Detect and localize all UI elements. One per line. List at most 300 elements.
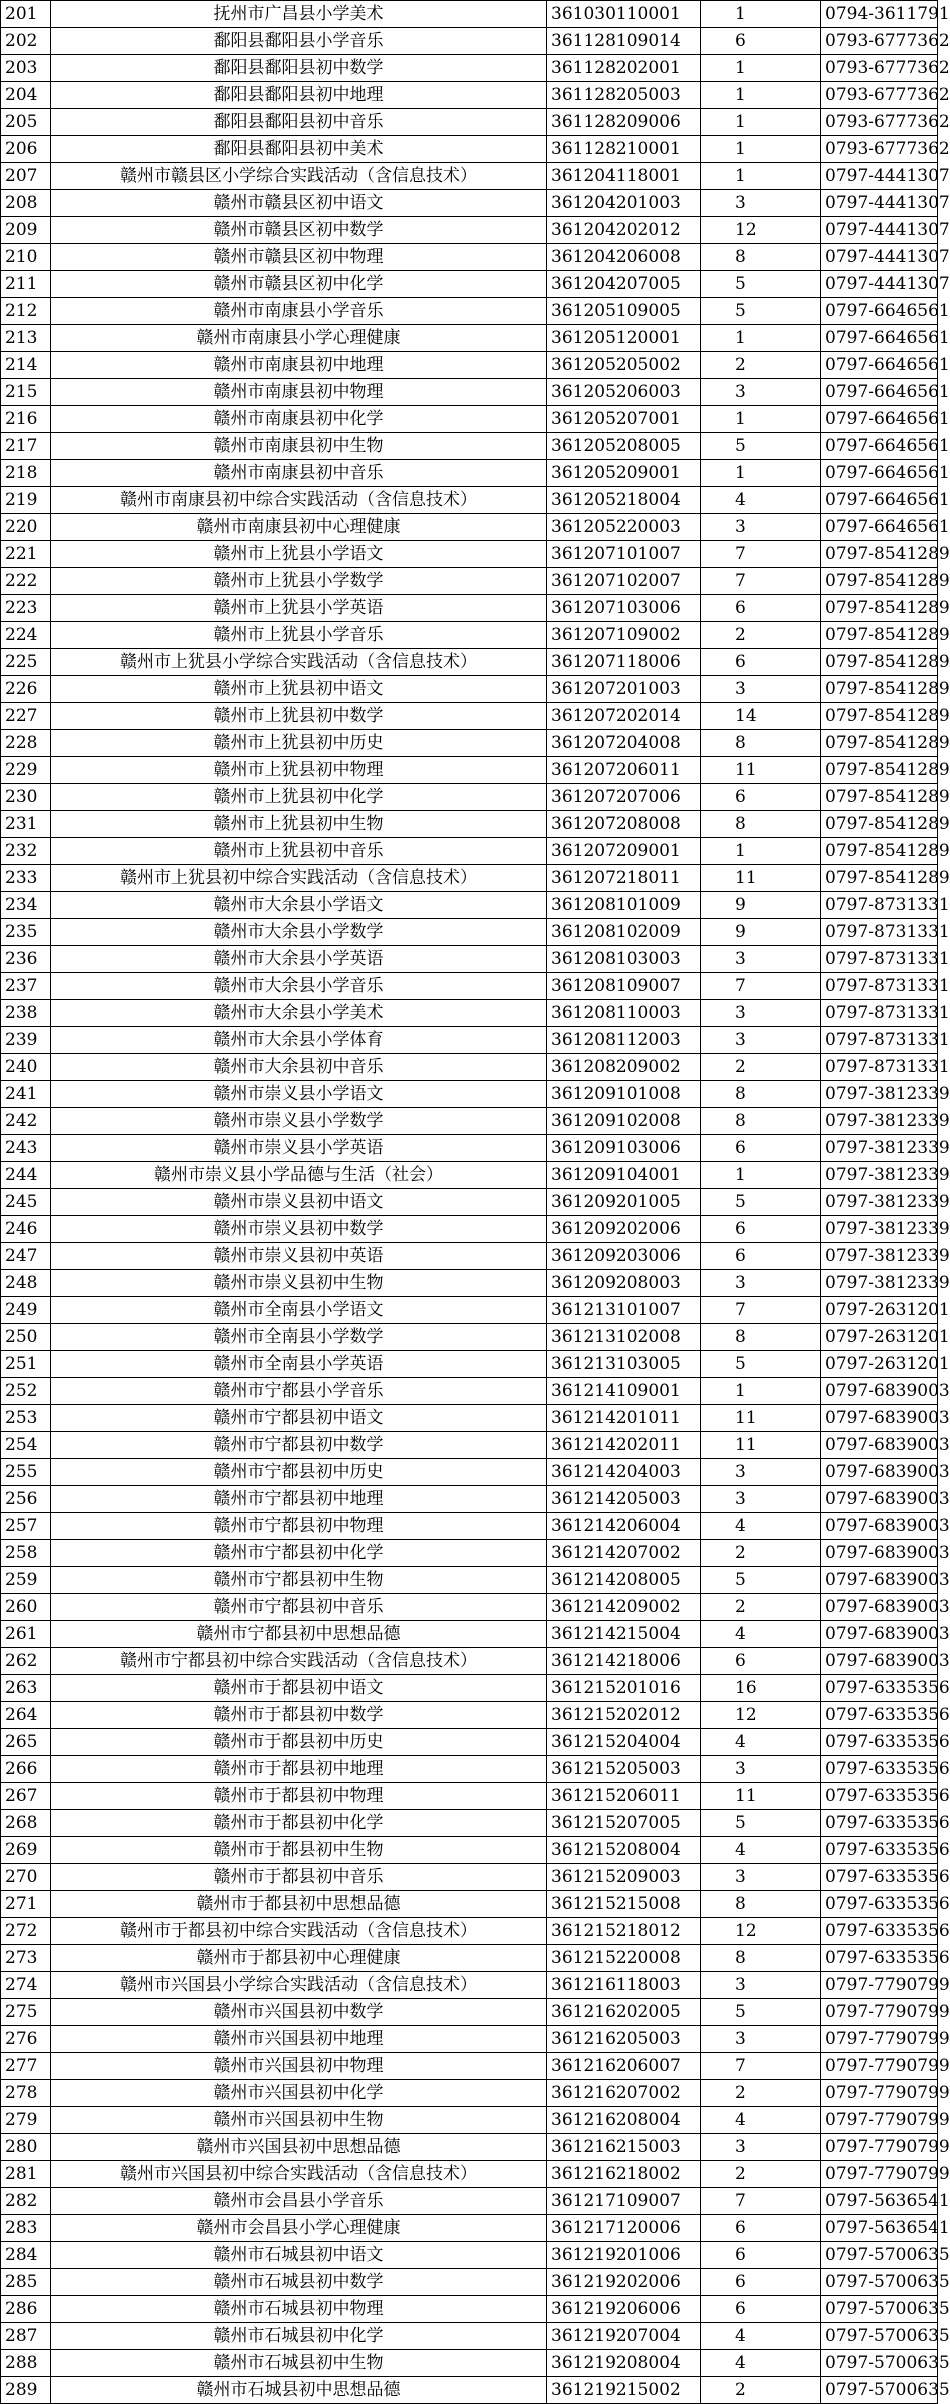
row-number: 276 [1,2026,51,2053]
table-row [1,1378,938,1405]
position-code: 361214201011 [547,1405,701,1432]
recruit-count: 8 [701,1108,821,1135]
recruit-count: 11 [701,1783,821,1810]
position-name: 赣州市南康县初中生物 [51,433,547,460]
position-name: 赣州市石城县初中化学 [51,2323,547,2350]
table-row [1,1594,938,1621]
position-code: 361214208005 [547,1567,701,1594]
position-code: 361214205003 [547,1486,701,1513]
table-row [1,1702,938,1729]
position-name: 鄱阳县鄱阳县初中美术 [51,136,547,163]
recruit-count: 12 [701,1702,821,1729]
row-number: 243 [1,1135,51,1162]
recruit-count: 6 [701,1135,821,1162]
position-name: 赣州市大余县小学音乐 [51,973,547,1000]
contact-phone: 0797-6839003 [821,1594,938,1621]
position-code: 361214209002 [547,1594,701,1621]
position-name: 赣州市南康县初中化学 [51,406,547,433]
position-name: 鄱阳县鄱阳县初中地理 [51,82,547,109]
position-name: 赣州市崇义县初中英语 [51,1243,547,1270]
contact-phone: 0797-6839003 [821,1513,938,1540]
contact-phone: 0797-8541289 [821,784,938,811]
table-row [1,1108,938,1135]
row-number: 270 [1,1864,51,1891]
contact-phone: 0797-3812339 [821,1270,938,1297]
row-number: 288 [1,2350,51,2377]
contact-phone: 0797-5700635 [821,2269,938,2296]
recruit-count: 2 [701,352,821,379]
position-code: 361208103003 [547,946,701,973]
table-row [1,1864,938,1891]
contact-phone: 0797-5636541 [821,2188,938,2215]
row-number: 265 [1,1729,51,1756]
position-code: 361214207002 [547,1540,701,1567]
recruit-count: 6 [701,1648,821,1675]
position-code: 361214204003 [547,1459,701,1486]
position-name: 赣州市上犹县小学综合实践活动（含信息技术） [51,649,547,676]
position-code: 361128210001 [547,136,701,163]
position-name: 赣州市赣县区初中化学 [51,271,547,298]
table-row [1,2080,938,2107]
recruit-count: 16 [701,1675,821,1702]
position-name: 赣州市会昌县小学心理健康 [51,2215,547,2242]
position-code: 361217120006 [547,2215,701,2242]
row-number: 273 [1,1945,51,1972]
table-row [1,325,938,352]
recruit-count: 6 [701,2296,821,2323]
recruit-count: 3 [701,676,821,703]
position-name: 赣州市兴国县小学综合实践活动（含信息技术） [51,1972,547,1999]
recruit-count: 11 [701,757,821,784]
position-name: 赣州市宁都县初中音乐 [51,1594,547,1621]
position-code: 361215204004 [547,1729,701,1756]
table-row [1,811,938,838]
recruit-count: 7 [701,568,821,595]
row-number: 289 [1,2377,51,2404]
table-row [1,271,938,298]
position-name: 赣州市宁都县初中生物 [51,1567,547,1594]
row-number: 236 [1,946,51,973]
position-code: 361128205003 [547,82,701,109]
recruit-count: 6 [701,784,821,811]
row-number: 281 [1,2161,51,2188]
table-row [1,2053,938,2080]
position-name: 赣州市兴国县初中综合实践活动（含信息技术） [51,2161,547,2188]
position-code: 361209103006 [547,1135,701,1162]
row-number: 277 [1,2053,51,2080]
contact-phone: 0797-6646561 [821,433,938,460]
row-number: 221 [1,541,51,568]
contact-phone: 0797-8731331 [821,1000,938,1027]
position-code: 361205206003 [547,379,701,406]
table-row [1,2134,938,2161]
position-code: 361216208004 [547,2107,701,2134]
row-number: 274 [1,1972,51,1999]
position-code: 361208209002 [547,1054,701,1081]
position-name: 赣州市南康县初中地理 [51,352,547,379]
table-row [1,1675,938,1702]
position-name: 赣州市兴国县初中生物 [51,2107,547,2134]
recruit-count: 11 [701,1432,821,1459]
contact-phone: 0797-4441307 [821,217,938,244]
position-name: 赣州市石城县初中思想品德 [51,2377,547,2404]
contact-phone: 0797-6839003 [821,1621,938,1648]
table-row [1,433,938,460]
contact-phone: 0797-4441307 [821,163,938,190]
row-number: 282 [1,2188,51,2215]
row-number: 287 [1,2323,51,2350]
table-row [1,2026,938,2053]
table-row [1,1297,938,1324]
row-number: 259 [1,1567,51,1594]
row-number: 201 [1,1,51,28]
recruit-count: 4 [701,1513,821,1540]
recruit-count: 6 [701,649,821,676]
position-name: 赣州市宁都县初中物理 [51,1513,547,1540]
contact-phone: 0793-6777362 [821,109,938,136]
table-row [1,2161,938,2188]
contact-phone: 0797-8541289 [821,865,938,892]
recruit-count: 3 [701,1756,821,1783]
position-name: 赣州市石城县初中生物 [51,2350,547,2377]
contact-phone: 0797-8541289 [821,622,938,649]
position-name: 赣州市上犹县小学语文 [51,541,547,568]
recruit-count: 1 [701,1,821,28]
recruit-count: 3 [701,946,821,973]
position-name: 赣州市大余县小学体育 [51,1027,547,1054]
row-number: 261 [1,1621,51,1648]
position-name: 抚州市广昌县小学美术 [51,1,547,28]
position-name: 赣州市上犹县初中综合实践活动（含信息技术） [51,865,547,892]
recruit-count: 6 [701,2215,821,2242]
contact-phone: 0797-7790799 [821,2053,938,2080]
recruit-count: 12 [701,1918,821,1945]
table-row [1,1891,938,1918]
position-code: 361207102007 [547,568,701,595]
position-name: 赣州市宁都县初中数学 [51,1432,547,1459]
position-name: 赣州市崇义县初中数学 [51,1216,547,1243]
contact-phone: 0797-5636541 [821,2215,938,2242]
position-name: 赣州市宁都县初中历史 [51,1459,547,1486]
position-code: 361208112003 [547,1027,701,1054]
contact-phone: 0797-6335356 [821,1675,938,1702]
position-name: 赣州市大余县小学数学 [51,919,547,946]
recruit-count: 6 [701,2242,821,2269]
position-code: 361204201003 [547,190,701,217]
table-row [1,1648,938,1675]
row-number: 241 [1,1081,51,1108]
recruit-count: 6 [701,2269,821,2296]
recruit-count: 8 [701,730,821,757]
contact-phone: 0793-6777362 [821,82,938,109]
row-number: 284 [1,2242,51,2269]
row-number: 207 [1,163,51,190]
position-name: 赣州市兴国县初中地理 [51,2026,547,2053]
table-row [1,1999,938,2026]
table-row [1,892,938,919]
position-code: 361204206008 [547,244,701,271]
row-number: 280 [1,2134,51,2161]
row-number: 232 [1,838,51,865]
contact-phone: 0797-8731331 [821,1027,938,1054]
recruit-count: 3 [701,514,821,541]
position-code: 361214218006 [547,1648,701,1675]
position-code: 361215220008 [547,1945,701,1972]
row-number: 203 [1,55,51,82]
position-name: 赣州市赣县区初中物理 [51,244,547,271]
position-name: 赣州市南康县小学心理健康 [51,325,547,352]
recruit-count: 1 [701,325,821,352]
table-row [1,649,938,676]
table-row [1,1783,938,1810]
row-number: 234 [1,892,51,919]
contact-phone: 0797-3812339 [821,1108,938,1135]
row-number: 208 [1,190,51,217]
position-code: 361204207005 [547,271,701,298]
position-name: 赣州市兴国县初中物理 [51,2053,547,2080]
position-name: 赣州市崇义县小学语文 [51,1081,547,1108]
contact-phone: 0794-3611791 [821,1,938,28]
position-code: 361207202014 [547,703,701,730]
contact-phone: 0797-7790799 [821,2107,938,2134]
row-number: 213 [1,325,51,352]
table-row [1,946,938,973]
row-number: 239 [1,1027,51,1054]
table-row [1,1405,938,1432]
position-code: 361214109001 [547,1378,701,1405]
position-code: 361214206004 [547,1513,701,1540]
table-row [1,1729,938,1756]
row-number: 267 [1,1783,51,1810]
table-row [1,2188,938,2215]
position-code: 361205218004 [547,487,701,514]
position-name: 赣州市南康县初中综合实践活动（含信息技术） [51,487,547,514]
position-code: 361214215004 [547,1621,701,1648]
recruit-count: 8 [701,1081,821,1108]
row-number: 231 [1,811,51,838]
recruit-count: 5 [701,1189,821,1216]
contact-phone: 0797-7790799 [821,2134,938,2161]
recruit-count: 4 [701,1729,821,1756]
table-row [1,1027,938,1054]
position-code: 361209202006 [547,1216,701,1243]
table-row [1,676,938,703]
table-row [1,1621,938,1648]
contact-phone: 0797-6335356 [821,1918,938,1945]
contact-phone: 0797-2631201 [821,1324,938,1351]
contact-phone: 0797-6646561 [821,379,938,406]
table-row [1,163,938,190]
recruit-count: 3 [701,1972,821,1999]
position-code: 361207208008 [547,811,701,838]
table-row [1,865,938,892]
table-row [1,2323,938,2350]
recruit-count: 8 [701,244,821,271]
contact-phone: 0797-4441307 [821,244,938,271]
contact-phone: 0797-6839003 [821,1486,938,1513]
position-name: 赣州市上犹县初中音乐 [51,838,547,865]
recruit-count: 4 [701,487,821,514]
contact-phone: 0797-6335356 [821,1702,938,1729]
recruit-count: 7 [701,1297,821,1324]
table-row [1,1351,938,1378]
recruit-count: 2 [701,1594,821,1621]
row-number: 216 [1,406,51,433]
recruit-count: 4 [701,1837,821,1864]
table-row [1,1540,938,1567]
position-name: 赣州市上犹县初中历史 [51,730,547,757]
row-number: 263 [1,1675,51,1702]
position-name: 赣州市南康县初中物理 [51,379,547,406]
position-name: 赣州市南康县小学音乐 [51,298,547,325]
table-row [1,595,938,622]
contact-phone: 0797-6839003 [821,1567,938,1594]
recruit-count: 2 [701,2161,821,2188]
recruit-count: 3 [701,190,821,217]
contact-phone: 0797-3812339 [821,1162,938,1189]
row-number: 255 [1,1459,51,1486]
table-row [1,82,938,109]
table-row [1,703,938,730]
contact-phone: 0797-6839003 [821,1405,938,1432]
row-number: 252 [1,1378,51,1405]
position-code: 361209104001 [547,1162,701,1189]
contact-phone: 0797-2631201 [821,1297,938,1324]
contact-phone: 0797-6335356 [821,1810,938,1837]
position-name: 赣州市南康县初中心理健康 [51,514,547,541]
position-code: 361128209006 [547,109,701,136]
table-body [1,1,950,2404]
recruit-count: 3 [701,379,821,406]
position-code: 361219215002 [547,2377,701,2404]
position-name: 赣州市赣县区小学综合实践活动（含信息技术） [51,163,547,190]
contact-phone: 0797-6335356 [821,1864,938,1891]
position-name: 赣州市兴国县初中化学 [51,2080,547,2107]
row-number: 215 [1,379,51,406]
row-number: 210 [1,244,51,271]
position-name: 赣州市上犹县初中化学 [51,784,547,811]
row-number: 248 [1,1270,51,1297]
recruit-count: 11 [701,865,821,892]
table-row [1,919,938,946]
position-name: 赣州市上犹县初中生物 [51,811,547,838]
recruit-count: 1 [701,136,821,163]
recruit-count: 6 [701,28,821,55]
position-code: 361205205002 [547,352,701,379]
position-name: 鄱阳县鄱阳县初中数学 [51,55,547,82]
position-name: 赣州市上犹县初中语文 [51,676,547,703]
recruit-count: 2 [701,1540,821,1567]
table-row [1,406,938,433]
row-number: 258 [1,1540,51,1567]
table-row [1,217,938,244]
contact-phone: 0797-6839003 [821,1432,938,1459]
table-row [1,109,938,136]
row-number: 242 [1,1108,51,1135]
row-number: 226 [1,676,51,703]
position-name: 赣州市于都县初中综合实践活动（含信息技术） [51,1918,547,1945]
recruit-count: 1 [701,1378,821,1405]
contact-phone: 0797-6839003 [821,1648,938,1675]
recruit-count: 3 [701,2026,821,2053]
position-name: 鄱阳县鄱阳县初中音乐 [51,109,547,136]
position-code: 361219201006 [547,2242,701,2269]
row-number: 230 [1,784,51,811]
recruit-count: 3 [701,1270,821,1297]
table-row [1,1081,938,1108]
recruit-count: 1 [701,109,821,136]
recruit-count: 3 [701,1486,821,1513]
position-code: 361209208003 [547,1270,701,1297]
row-number: 218 [1,460,51,487]
position-code: 361215206011 [547,1783,701,1810]
row-number: 225 [1,649,51,676]
table-row [1,55,938,82]
contact-phone: 0797-6335356 [821,1783,938,1810]
row-number: 223 [1,595,51,622]
row-number: 222 [1,568,51,595]
contact-phone: 0793-6777362 [821,136,938,163]
row-number: 238 [1,1000,51,1027]
position-code: 361207118006 [547,649,701,676]
recruit-count: 3 [701,1864,821,1891]
contact-phone: 0797-5700635 [821,2350,938,2377]
row-number: 253 [1,1405,51,1432]
row-number: 219 [1,487,51,514]
row-number: 202 [1,28,51,55]
position-code: 361213103005 [547,1351,701,1378]
position-name: 赣州市上犹县初中数学 [51,703,547,730]
position-name: 鄱阳县鄱阳县小学音乐 [51,28,547,55]
contact-phone: 0797-4441307 [821,190,938,217]
position-name: 赣州市赣县区初中语文 [51,190,547,217]
position-code: 361215208004 [547,1837,701,1864]
contact-phone: 0797-3812339 [821,1135,938,1162]
table-row [1,1216,938,1243]
row-number: 256 [1,1486,51,1513]
position-code: 361215218012 [547,1918,701,1945]
contact-phone: 0797-8541289 [821,757,938,784]
position-code: 361215205003 [547,1756,701,1783]
position-code: 361205207001 [547,406,701,433]
contact-phone: 0797-3812339 [821,1243,938,1270]
row-number: 272 [1,1918,51,1945]
position-code: 361219202006 [547,2269,701,2296]
row-number: 204 [1,82,51,109]
position-code: 361207206011 [547,757,701,784]
recruit-count: 8 [701,1324,821,1351]
table-row [1,1432,938,1459]
table-row [1,1243,938,1270]
recruit-count: 6 [701,1243,821,1270]
table-row [1,730,938,757]
contact-phone: 0797-7790799 [821,2026,938,2053]
position-name: 赣州市上犹县初中物理 [51,757,547,784]
row-number: 245 [1,1189,51,1216]
position-code: 361207103006 [547,595,701,622]
recruit-count: 1 [701,55,821,82]
recruit-count: 7 [701,541,821,568]
contact-phone: 0797-5700635 [821,2296,938,2323]
row-number: 275 [1,1999,51,2026]
position-code: 361217109007 [547,2188,701,2215]
table-row [1,2242,938,2269]
position-code: 361215215008 [547,1891,701,1918]
recruit-count: 4 [701,2323,821,2350]
contact-phone: 0797-8731331 [821,919,938,946]
position-name: 赣州市大余县小学美术 [51,1000,547,1027]
contact-phone: 0797-8731331 [821,892,938,919]
